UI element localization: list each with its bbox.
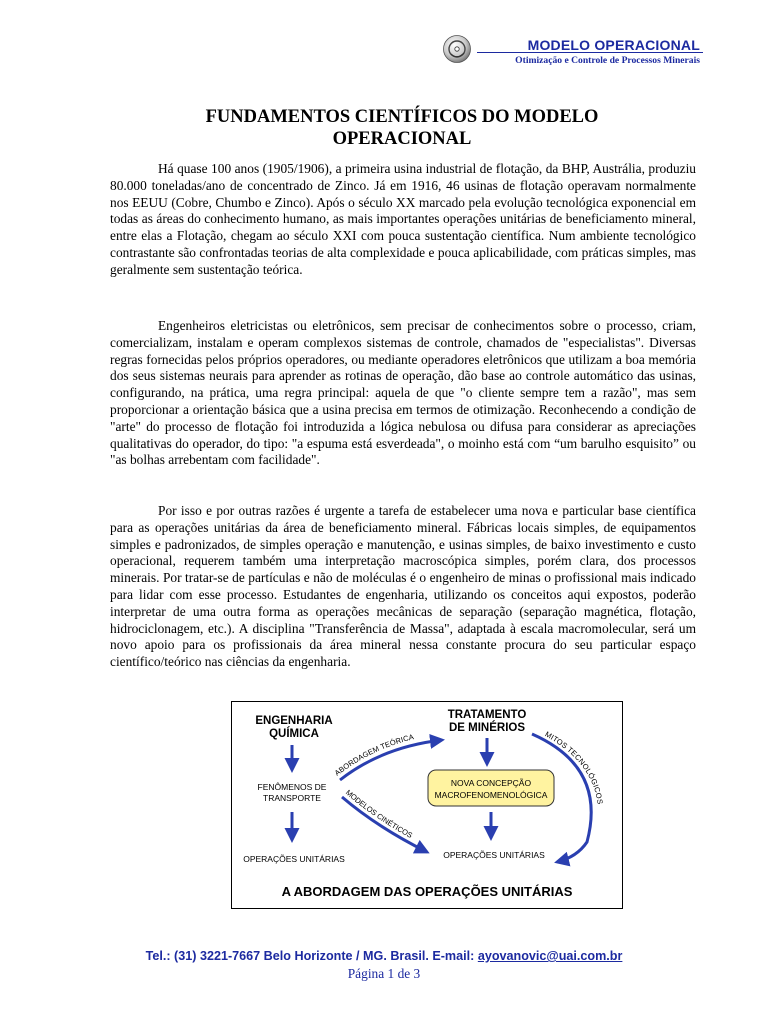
concept-box-line1: NOVA CONCEPÇÃO bbox=[450, 778, 532, 788]
left-title-line2: QUÍMICA bbox=[269, 728, 319, 740]
arc-theory-label bbox=[333, 732, 415, 777]
arc-theory-text: ABORDAGEM TEÓRICA bbox=[332, 732, 415, 778]
footer-email-link[interactable]: ayovanovic@uai.com.br bbox=[477, 949, 623, 963]
footer-contact bbox=[0, 949, 768, 963]
footer-contact-text: Tel.: (31) 3221-7667 Belo Horizonte / MG. Brasil. E-mail: bbox=[145, 949, 478, 963]
page-number: Página 1 de 3 bbox=[347, 966, 421, 981]
brand-title: MODELO OPERACIONAL bbox=[527, 37, 700, 53]
document-title bbox=[100, 106, 704, 150]
left-mid-line2: TRANSPORTE bbox=[263, 793, 321, 803]
brand-subtitle: Otimização e Controle de Processos Minerais bbox=[515, 55, 700, 66]
concept-box-line2: MACROFENOMENOLÓGICA bbox=[434, 790, 548, 800]
header-rule bbox=[477, 52, 703, 53]
document-title-line2: OPERACIONAL bbox=[332, 129, 472, 149]
right-title-line2: DE MINÉRIOS bbox=[448, 722, 526, 734]
arc-kinetic-text: MODELOS CINÉTICOS bbox=[343, 787, 415, 840]
right-title-line1: TRATAMENTO bbox=[447, 709, 527, 721]
left-mid-line1: FENÔMENOS DE bbox=[257, 782, 327, 792]
paragraph-2: Engenheiros eletricistas ou eletrônicos, sem precisar de conhecimentos sobre o processo, criam, comercializam, instalam e operam complexos sistemas de controle, chamados de "especialistas". Diversas regras fornecidas pelos próprios operadores, ou mediante operadores eletrônicos que utilizam a boa memória dos seus sistemas neurais para aprender as rotinas de operação, dão base ao controle automático das usinas, configurando, na prática, uma regra principal: aquela de que "o cliente sempre tem a razão", mas sem proporcionar a orientação básica que a usina precisa em termos de otimização. Reconhecendo a condição de "arte" do processo de flotação foi introduzida a lógica nebulosa ou difusa para considerar as apreciações qualitativas do operador, do tipo: "a espuma está esverdeada", o moinho está com “um barulho esquisito” ou "as bolhas arrebentam com facilidade". bbox=[110, 318, 696, 468]
arc-kinetic-label bbox=[344, 788, 414, 840]
arc-myths-text: MITOS TECNOLÓGICOS bbox=[543, 729, 605, 805]
paragraph-3: Por isso e por outras razões é urgente a tarefa de estabelecer uma nova e particular base científica para as operações unitárias da área de beneficiamento mineral. Fábricas locais simples, de equipamentos simples e padronizados, de simples operação e manutenção, e usinas simples, de baixo investimento e custo operacional, requerem também uma interpretação macroscópica simples, porém clara, dos processos minerais. Por tratar-se de partículas e não de moléculas é o engenheiro de minas o profissional mais indicado para lidar com esse processo. Estudantes de engenharia, utilizando os conceitos aqui expostos, poderão interpretar de uma outra forma as operações mecânicas de separação (separação magnética, flotação, hidrociclonagem, etc.). A disciplina "Transferência de Massa", adaptada à escala macromolecular, será um novo apoio para os profissionais da área mineral nessa constante procura do seu particular espaço científico/teórico nas ciências da engenharia. bbox=[110, 503, 696, 670]
document-title-line1: FUNDAMENTOS CIENTÍFICOS DO MODELO bbox=[205, 107, 599, 127]
right-bottom-label: OPERAÇÕES UNITÁRIAS bbox=[443, 850, 545, 860]
diagram-caption: A ABORDAGEM DAS OPERAÇÕES UNITÁRIAS bbox=[281, 884, 573, 899]
left-bottom-label: OPERAÇÕES UNITÁRIAS bbox=[243, 854, 345, 864]
operations-diagram bbox=[231, 701, 623, 909]
left-title-line1: ENGENHARIA bbox=[255, 715, 333, 727]
concept-box bbox=[428, 770, 554, 806]
paragraph-1: Há quase 100 anos (1905/1906), a primeira usina industrial de flotação, da BHP, Austrália, produziu 80.000 toneladas/ano de concentrado de Zinco. Já em 1916, 46 usinas de flotação operavam normalmente nos EEUU (Cobre, Chumbo e Zinco). Após o século XX marcado pela evolução tecnológica exponencial em todas as áreas do conhecimento humano, as mais importantes operações unitárias de beneficiamento mineral, entre elas a Flotação, chegam ao século XXI com pouca sustentação científica. Num ambiente tecnológico contrastante são confrontadas teorias de alta complexidade e pouca aplicabilidade, com práticas simples, mas geralmente sem sustentação teórica. bbox=[110, 161, 696, 277]
